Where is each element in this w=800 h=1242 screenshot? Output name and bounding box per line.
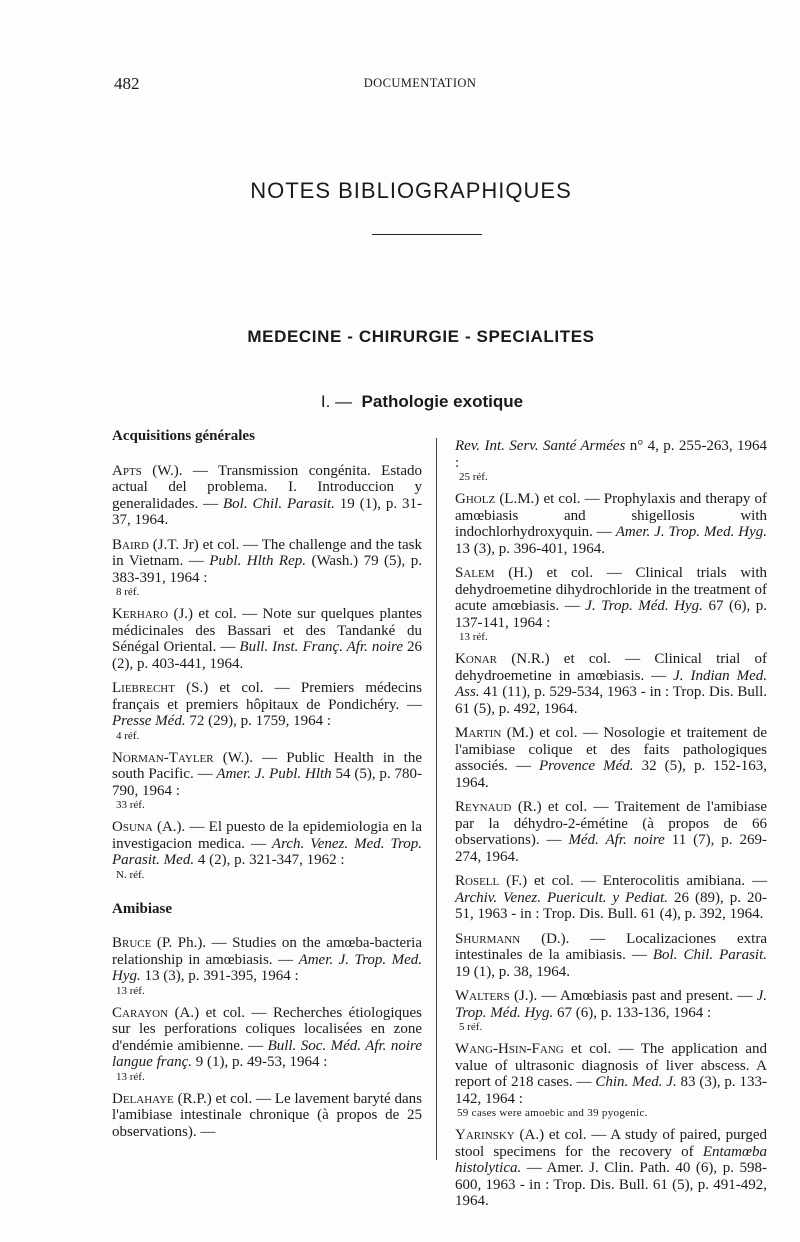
column-divider	[436, 438, 437, 1160]
entry-text: (R.) et col. — Traitement de l'amibiase par la déhydro-2-émétine (à propos de 66 observations). —	[455, 799, 767, 848]
bib-entry	[112, 463, 422, 529]
entry-tail: 19 (1), p. 38, 1964.	[455, 963, 570, 980]
entry-author: Liebrecht	[112, 680, 175, 696]
entry-tail: 13 (3), p. 396-401, 1964.	[455, 540, 605, 557]
entry-author: Wang-Hsin-Fang	[455, 1041, 564, 1057]
entry-text: (W.). — Public Health in the south Pacific. —	[112, 749, 422, 782]
subsection-heading	[0, 392, 800, 412]
entry-author: Yarinsky	[455, 1127, 515, 1143]
entry-journal: Amer. J. Trop. Med. Hyg.	[112, 951, 422, 984]
entry-tail: 11 (7), p. 269-274, 1964.	[455, 832, 767, 865]
entry-tail: 72 (29), p. 1759, 1964 :	[185, 713, 332, 729]
entry-journal: Bol. Chil. Parasit.	[652, 947, 767, 963]
entry-journal: Publ. Hlth Rep.	[209, 553, 306, 569]
entry-author: Gholz	[455, 491, 496, 507]
entry-note: 33 réf.	[116, 799, 145, 811]
group-heading: Acquisitions générales	[112, 428, 255, 444]
entry-journal: Bol. Chil. Parasit.	[223, 495, 335, 512]
entry-text: (L.M.) et col. — Prophylaxis and therapy of amœbiasis and shigellosis with indochlorhydroxyquin. —	[455, 491, 767, 540]
entry-text: (N.R.) et col. — Clinical trial of dehydroemetine in amœbiasis. —	[455, 651, 767, 684]
subsection-number: I. —	[320, 392, 353, 411]
entry-journal: Presse Méd.	[112, 713, 186, 729]
entry-author: Apts	[112, 462, 142, 479]
left-column	[112, 428, 422, 1148]
entry-author: Delahaye	[112, 1090, 174, 1107]
page-title: NOTES BIBLIOGRAPHIQUES	[250, 178, 572, 203]
right-column	[455, 438, 767, 1218]
entry-author: Kerharo	[112, 606, 169, 622]
entry-text: (J.) et col. — Note sur quelques plantes médicinales des Bassari et des Tandanké du Sénégal Oriental. —	[112, 606, 422, 655]
entry-tail: 9 (1), p. 49-53, 1964 :	[192, 1054, 328, 1070]
entry-journal: Bull. Inst. Franç. Afr. noire	[239, 639, 403, 655]
entry-text: (A.). — El puesto de la epidemiologia en la investigacion medica. —	[112, 819, 422, 852]
entry-tail: (Wash.) 79 (5), p. 383-391, 1964 :	[112, 553, 422, 586]
entry-journal: Amer. J. Publ. Hlth	[216, 766, 332, 782]
entry-journal: Provence Méd.	[539, 758, 634, 774]
entry-author: Carayon	[112, 1004, 169, 1021]
entry-tail: 32 (5), p. 152-163, 1964.	[455, 758, 767, 791]
entry-tail: n° 4, p. 255-263, 1964 :	[455, 438, 768, 471]
entry-tail: 67 (6), p. 133-136, 1964 :	[553, 1004, 712, 1021]
entry-text: (M.) et col. — Nosologie et traitement de l'amibiase colique et des faits pathologiques associés. —	[455, 725, 767, 774]
entry-journal: Amer. J. Trop. Med. Hyg.	[615, 524, 767, 540]
entry-text: (A.) et col. — A study of paired, purged stool specimens for the recovery of	[455, 1127, 767, 1160]
bib-entry-continuation	[455, 438, 767, 483]
bib-entry	[112, 537, 422, 599]
title-rule	[372, 234, 482, 235]
bib-entry	[112, 606, 422, 672]
entry-note: 25 réf.	[459, 471, 488, 483]
entry-text: (R.P.) et col. — Le lavement baryté dans l'amibiase intestinale chronique (à propos de 25 observations). —	[112, 1090, 422, 1140]
entry-tail: — Amer. J. Clin. Path. 40 (6), p. 598-600, 1963 - in : Trop. Dis. Bull. 61 (5), p. 491-492, 1964.	[455, 1160, 767, 1209]
entry-text: (P. Ph.). — Studies on the amœba-bacteria relationship in amœbiasis. —	[112, 935, 422, 968]
entry-tail: 41 (11), p. 529-534, 1963 - in : Trop. Dis. Bull. 61 (5), p. 492, 1964.	[455, 684, 767, 717]
entry-journal: Méd. Afr. noire	[568, 832, 665, 848]
group-heading: Amibiase	[112, 900, 172, 917]
entry-author: Baird	[112, 536, 149, 553]
entry-text: (J.). — Amœbiasis past and present. —	[509, 988, 757, 1004]
bib-entry	[112, 680, 422, 742]
entry-tail: 26 (89), p. 20-51, 1963 - in : Trop. Dis. Bull. 61 (4), p. 392, 1964.	[455, 889, 767, 922]
bib-entry	[112, 935, 422, 997]
entry-text: (F.) et col. — Enterocolitis amibiana. —	[499, 873, 767, 889]
entry-text: (H.) et col. — Clinical trials with dehydroemetine dihydrochloride in the treatment of acute amœbiasis. —	[455, 565, 767, 614]
bib-entry	[112, 750, 422, 812]
entry-note: 8 réf.	[116, 586, 140, 598]
entry-tail: 26 (2), p. 403-441, 1964.	[112, 639, 422, 672]
entry-tail: 13 (3), p. 391-395, 1964 :	[140, 968, 299, 984]
entry-note: N. réf.	[116, 868, 145, 881]
bib-entry	[455, 491, 767, 557]
entry-note: 5 réf.	[459, 1021, 483, 1033]
entry-author: Walters	[455, 988, 510, 1004]
entry-journal: Chin. Med. J.	[595, 1074, 677, 1090]
bib-entry	[455, 651, 767, 717]
entry-author: Shurmann	[455, 930, 521, 947]
bib-entry	[455, 1041, 767, 1119]
entry-text: (D.). — Localizaciones extra intestinales de la amibiasis. —	[455, 930, 767, 963]
entry-author: Reynaud	[455, 799, 512, 815]
entry-note: 4 réf.	[116, 729, 140, 742]
entry-tail: 67 (6), p. 137-141, 1964 :	[455, 598, 767, 631]
bib-entry	[455, 931, 767, 981]
entry-text: et col. — The application and value of ultrasonic diagnosis of liver abscess. A report of 218 cases. —	[455, 1041, 767, 1090]
entry-author: Martin	[455, 725, 502, 741]
bib-entry	[112, 819, 422, 881]
entry-journal: Arch. Venez. Med. Trop. Parasit. Med.	[112, 835, 422, 868]
entry-journal: J. Indian Med. Ass.	[455, 667, 767, 700]
bib-entry	[455, 873, 767, 923]
entry-journal: J. Trop. Méd. Hyg.	[585, 598, 703, 614]
entry-author: Norman-Tayler	[112, 749, 214, 766]
bib-entry	[455, 799, 767, 865]
bib-entry	[455, 1127, 767, 1210]
entry-journal: Archiv. Venez. Puericult. y Pediat.	[455, 889, 669, 906]
section-heading: MEDECINE - CHIRURGIE - SPECIALITES	[247, 327, 595, 346]
entry-journal: J. Trop. Méd. Hyg.	[455, 988, 767, 1021]
entry-note: 13 réf.	[116, 984, 145, 997]
entry-author: Konar	[455, 651, 498, 667]
bib-entry	[112, 1091, 422, 1141]
entry-note: 13 réf.	[459, 631, 488, 643]
entry-journal: Rev. Int. Serv. Santé Armées	[455, 438, 626, 454]
entry-text: (J.T. Jr) et col. — The challenge and the task in Vietnam. —	[112, 536, 422, 569]
entry-note: 13 réf.	[116, 1070, 145, 1083]
entry-tail: 54 (5), p. 780-790, 1964 :	[112, 766, 423, 799]
entry-author: Osuna	[112, 819, 153, 835]
entry-text: (W.). — Transmission congénita. Estado actual del problema. I. Introduccion y generalidades. —	[112, 462, 422, 512]
entry-tail: 4 (2), p. 321-347, 1962 :	[194, 852, 345, 868]
running-head: DOCUMENTATION	[363, 76, 477, 90]
bib-entry	[112, 1005, 422, 1083]
entry-note: 59 cases were amoebic and 39 pyogenic.	[457, 1107, 648, 1119]
entry-tail: 19 (1), p. 31-37, 1964.	[112, 495, 422, 528]
entry-text: (S.) et col. — Premiers médecins français et premiers hôpitaux de Pondichéry. —	[112, 680, 422, 713]
entry-author: Salem	[455, 565, 495, 581]
entry-author: Bruce	[112, 935, 152, 951]
entry-author: Rosell	[455, 873, 500, 889]
entry-text: (A.) et col. — Recherches étiologiques sur les perforations coliques localisées en zone d'endémie amibienne. —	[112, 1004, 422, 1054]
bib-entry	[455, 725, 767, 791]
entry-journal: Bull. Soc. Méd. Afr. noire langue franç.	[112, 1037, 422, 1070]
page-number: 482	[114, 74, 140, 93]
subsection-title: Pathologie exotique	[361, 392, 524, 411]
bib-entry	[455, 988, 767, 1033]
bib-entry	[455, 565, 767, 643]
entry-tail: 83 (3), p. 133-142, 1964 :	[455, 1074, 767, 1107]
entry-journal: Entamœba histolytica.	[455, 1143, 767, 1176]
